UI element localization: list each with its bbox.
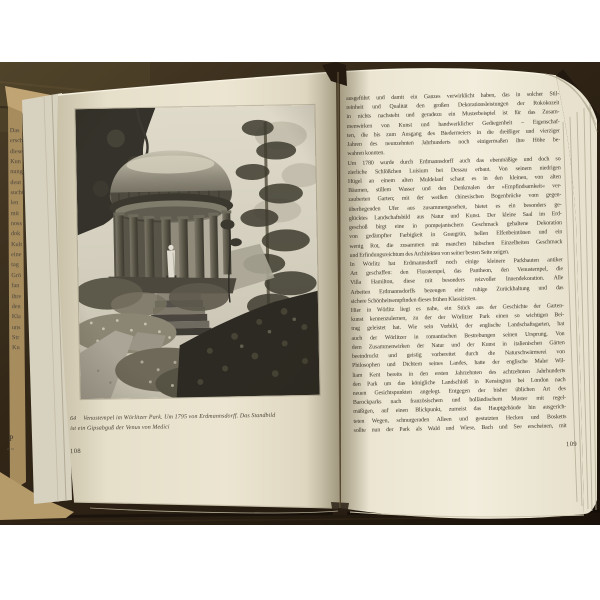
text-line: menwirken von Kunst und handwerklicher Gediegenheit – Eigenschaf-	[346, 118, 560, 130]
temple-photo-plate	[75, 105, 319, 399]
text-line: wahren konnten.	[347, 150, 385, 158]
text-line: sichere Schönheitsempfinden dieses frühen Klassizisten.	[350, 295, 477, 305]
text-line: In Wörlitz hat Erdmannsdorff noch einige kleinere Parkbauten antiker	[349, 257, 563, 268]
text-line: von gedämpfter Farbigkeit in Graugrün, hellen Elfenbeintönen und ein	[349, 229, 563, 241]
text-line: und Erfindungsreichtum des Architekten von seiner besten Seite zeigen.	[349, 249, 510, 259]
letterbox-top	[0, 0, 600, 62]
text-line: glücktes Landschaftsbild aus Natur und Kunst. Der kleine Saal im Erd-	[348, 210, 562, 222]
text-fragment: dok	[10, 230, 21, 238]
text-fragment: mit	[10, 209, 20, 217]
text-line: neuen Gesichtspunkten angelegt. Entgegen der bisher üblichen Art des	[352, 386, 566, 397]
text-line: überliegenden Ufer aus zusammengesehen, bietet es ein besonders ge-	[348, 201, 562, 213]
text-line: Jahren des neunzehnten Jahrhunderts noch einigermaßen ihre Höhe be-	[347, 137, 561, 149]
text-line: Hier in Wörlitz liegt es nahe, ein Stück aus der Geschichte der Garten-	[350, 303, 564, 314]
text-line: mäßigen, auf einen Blickpunkt, zumeist das Hauptgebäude hin ausgerich-	[353, 404, 567, 416]
venus-temple-illustration	[75, 105, 319, 399]
text-fragment: den	[11, 302, 21, 311]
text-line: liam Kent bereits in den ersten Jahrzehnten des achtzehnten Jahrhunderts	[352, 367, 566, 379]
text-fragment: Kult	[11, 240, 23, 248]
text-line: geschoß birgt eine in pompejanischem Geschmack gehaltene Dekoration	[348, 220, 563, 232]
text-fragment: fan	[11, 282, 20, 290]
page-number-left: 108	[69, 447, 82, 456]
text-fragment: nung	[10, 168, 23, 176]
text-fragment: ersch	[9, 137, 24, 145]
text-fragment: len	[10, 199, 19, 207]
edge-fragment-small: z u	[7, 446, 15, 451]
text-line: ten, die bis zum Ausgang des Biedermeiers in die dreißiger und vierziger	[346, 128, 560, 139]
edge-page-fragments	[10, 126, 46, 354]
text-fragment: ihre	[11, 292, 22, 300]
photo-area	[0, 62, 600, 525]
caption-number: 64	[70, 415, 77, 422]
text-line: den Park um das königliche Landschloß in Kensington bei London nach	[352, 376, 566, 388]
text-line: zauberten Garten; mit der weißen chinesischen Bogenbrücke vom gegen-	[348, 192, 562, 204]
text-line: beeindruckt und geistig vorbereitet durch die Naturschwärmerei von	[351, 349, 565, 361]
text-line: teten Wegen, schnurgeraden Alleen und gestutzten Hecken und Bosketts	[353, 413, 567, 425]
edge-fragment-p: P	[9, 434, 14, 443]
text-line: dem Zusammenwirken der Natur und der Kunst in italienischen Gärten	[351, 340, 565, 351]
text-fragment: Str	[11, 333, 20, 342]
text-fragment: sucht	[10, 189, 24, 197]
text-fragment: uns	[11, 323, 21, 331]
text-fragment: tag	[11, 261, 19, 269]
text-fragment: Kun	[10, 158, 21, 166]
text-fragment: Das	[9, 127, 20, 135]
text-line: Bäumen, stillem Wasser und den Denkmalen der »Empfindsamkeit« ver-	[348, 183, 562, 195]
text-line: kunst kennenzulernen, zu der der Wörlitzer Park einen so wichtigen Bei-	[351, 312, 565, 324]
text-fragment: Kla	[11, 313, 21, 321]
text-fragment: Ku	[12, 344, 20, 352]
text-line: Barockparks nach französischem und holländischem Muster mit regel-	[352, 395, 567, 407]
text-line: wenig Rot, die zusammen mit manchen hübschen Einzelheiten Geschmack	[349, 238, 563, 250]
photo-vignette	[75, 105, 319, 399]
caption-line-2: ist ein Gipsabguß der Venus von Medici	[70, 423, 170, 432]
plate-caption	[70, 411, 314, 434]
text-fragment: Grö	[11, 271, 22, 279]
text-line: Hügel an einem alten Muldelauf schaut es in den kleinen, von alten	[347, 174, 561, 185]
right-page-text	[346, 90, 567, 436]
text-line: in nichts nachsteht und geradezu ein Musterbeispiel ist für das Zusam-	[346, 109, 560, 121]
text-line: Arbeiten Erdmannsdorffs bezeugen eine ruhige Zurückhaltung und das	[350, 284, 564, 296]
text-line: ausgeführt und damit ein Ganzes verwirklicht haben, das in solcher Stil-	[346, 91, 560, 102]
text-line: Um 1780 wurde durch Erdmannsdorff auch das ebenmäßige und doch so	[347, 155, 561, 167]
text-fragment: noss	[10, 220, 22, 228]
text-line: sollte nun der Park als Wald und Wiese, Bach und See erscheinen, mit	[353, 422, 567, 434]
text-line: zierliche Schlößchen Luisium bei Dessau erbaut. Von seinem niedrigen	[347, 164, 561, 176]
text-fragment: diese	[10, 147, 23, 155]
caption-text: Venustempel im Wörlitzer Park. Um 1795 von Erdmannsdorff. Das Standbild	[83, 412, 276, 422]
text-fragment: deut	[10, 178, 22, 186]
page-number-right: 109	[565, 440, 578, 449]
text-line: Art geschaffen: den Floratempel, das Pantheon, den Venustempel, die	[349, 266, 564, 278]
text-line: trag geleistet hat. Wie sein Vorbild, der englische Landschaftsgarten, hat	[351, 321, 565, 333]
text-line: auch der Wörlitzer in romantischen Bestrebungen seinen Ursprung. Von	[351, 330, 565, 342]
text-line: reinheit und Qualität den großen Dekorationsleistungen der Rokokozeit	[346, 100, 560, 112]
text-fragment: eine	[11, 251, 22, 259]
letterbox-bottom	[0, 525, 600, 600]
text-line: Villa Hamilton, diese mit besonders reizvoller Innendekoration. Alle	[350, 275, 564, 287]
text-line: Philosophen und Dichtern seines Landes, hatte der englische Maler Wil-	[352, 358, 566, 370]
